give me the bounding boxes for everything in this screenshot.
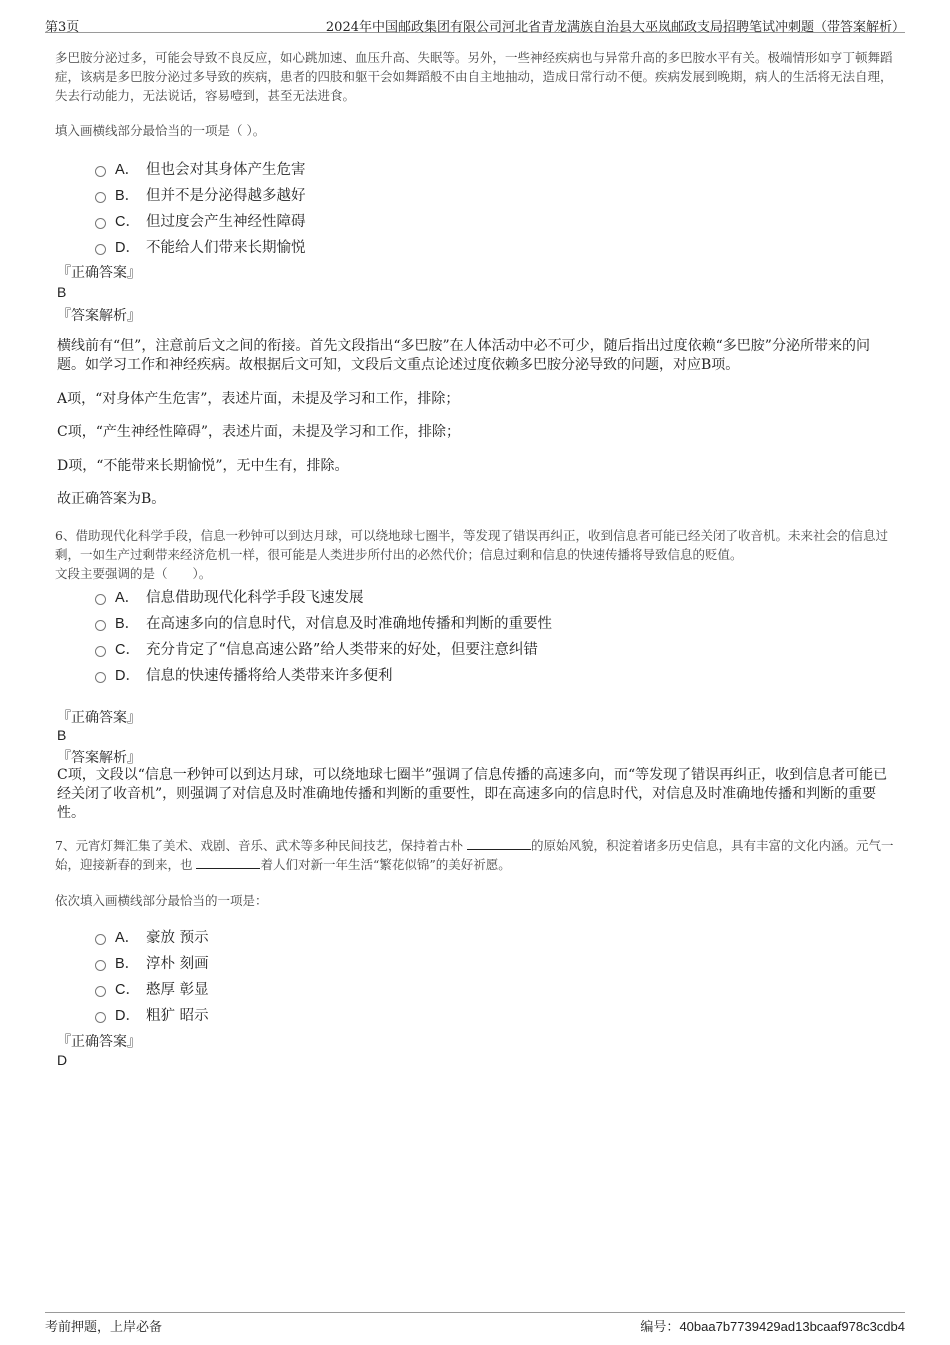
q5-option-d[interactable]: D． 不能给人们带来长期愉悦	[95, 233, 795, 259]
q6-analysis: C项，文段以“信息一秒钟可以到达月球，可以绕地球七圈半”强调了信息传播的高速多向，而“等发现了错误再纠正，收到信息者可能已经关闭了收音机”，则强调了对信息及时准确地传播和判断的重要性，即在高速多向的信息时代，对信息及时准确地传播和判断的重要性。	[57, 767, 888, 821]
q6-option-c[interactable]: C． 充分肯定了“信息高速公路”给人类带来的好处，但要注意纠错	[95, 635, 795, 661]
q5-prompt-block	[55, 121, 895, 140]
q5-analysis-d: D项，“不能带来长期愉悦”，无中生有，排除。	[57, 458, 349, 474]
q6-options	[95, 583, 795, 687]
q6-answer: B	[57, 727, 67, 743]
blank-line	[467, 837, 531, 850]
q6-option-d[interactable]: D． 信息的快速传播将给人类带来许多便利	[95, 661, 795, 687]
q5-analysis-c: C项，“产生神经性障碍”，表述片面，未提及学习和工作，排除；	[57, 424, 461, 440]
q5-analysis-conclusion: 故正确答案为B。	[57, 491, 166, 507]
radio-icon[interactable]	[95, 192, 106, 203]
page-footer	[45, 1312, 905, 1337]
q6-option-a[interactable]: A． 信息借助现代化科学手段飞速发展	[95, 583, 795, 609]
document-id: 编号：40baa7b7739429ad13bcaaf978c3cdb4	[640, 1319, 905, 1335]
radio-icon[interactable]	[95, 244, 106, 255]
q5-prompt: 填入画横线部分最恰当的一项是（ ）。	[55, 123, 266, 138]
q5-answer-label: 『正确答案』	[57, 265, 141, 281]
q5-analysis-label: 『答案解析』	[57, 308, 141, 324]
q5-option-a[interactable]: A． 但也会对其身体产生危害	[95, 155, 795, 181]
footer-slogan: 考前押题，上岸必备	[45, 1320, 163, 1335]
q7-option-c[interactable]: C． 憨厚 彰显	[95, 975, 795, 1001]
q7-option-a[interactable]: A． 豪放 预示	[95, 923, 795, 949]
radio-icon[interactable]	[95, 620, 106, 631]
q6-analysis-label: 『答案解析』	[57, 750, 141, 766]
radio-icon[interactable]	[95, 646, 106, 657]
q5-analysis-a: A项，“对身体产生危害”，表述片面，未提及学习和工作，排除；	[57, 391, 460, 407]
q5-option-b[interactable]: B． 但并不是分泌得越多越好	[95, 181, 795, 207]
q5-passage: 多巴胺分泌过多，可能会导致不良反应，如心跳加速、血压升高、失眠等。另外，一些神经疾病也与异常升高的多巴胺水平有关。极端情形如亨丁顿舞蹈症，该病是多巴胺分泌过多导致的疾病，患者的四肢和躯干会如舞蹈般不由自主地抽动，造成日常行动不便。疾病发展到晚期，病人的生活将无法自理，失去行动能力，无法说话，容易噎到，甚至无法进食。	[55, 50, 893, 103]
radio-icon[interactable]	[95, 1012, 106, 1023]
radio-icon[interactable]	[95, 934, 106, 945]
q6-passage-block	[55, 526, 895, 583]
q7-passage: 7、元宵灯舞汇集了美术、戏剧、音乐、武术等多种民间技艺，保持着古朴 的原始风貌，积淀着诸多历史信息，具有丰富的文化内涵。元气一始，迎接新春的到来，也 着人们对新一年生活“繁花似锦”的美好祈愿。	[55, 838, 894, 872]
q7-option-b[interactable]: B． 淳朴 刻画	[95, 949, 795, 975]
q7-answer-label: 『正确答案』	[57, 1034, 141, 1050]
q7-options	[95, 923, 795, 1027]
radio-icon[interactable]	[95, 672, 106, 683]
q7-prompt: 依次填入画横线部分最恰当的一项是：	[55, 893, 268, 908]
q5-options	[95, 155, 795, 259]
q6-answer-label: 『正确答案』	[57, 710, 141, 726]
q5-answer: B	[57, 284, 67, 300]
document-title: 2024年中国邮政集团有限公司河北省青龙满族自治县大巫岚邮政支局招聘笔试冲刺题（带答案解析）	[325, 20, 905, 35]
q7-answer: D	[57, 1052, 68, 1068]
q5-passage-block	[55, 48, 895, 105]
radio-icon[interactable]	[95, 986, 106, 997]
radio-icon[interactable]	[95, 960, 106, 971]
q6-option-b[interactable]: B． 在高速多向的信息时代，对信息及时准确地传播和判断的重要性	[95, 609, 795, 635]
q7-passage-block	[55, 836, 895, 874]
radio-icon[interactable]	[95, 166, 106, 177]
q7-prompt-block	[55, 891, 895, 910]
q7-option-d[interactable]: D． 粗犷 昭示	[95, 1001, 795, 1027]
q6-passage: 6、借助现代化科学手段，信息一秒钟可以到达月球，可以绕地球七圈半，等发现了错误再纠正，收到信息者可能已经关闭了收音机。未来社会的信息过剩，一如生产过剩带来经济危机一样，很可能是人类进步所付出的必然代价；信息过剩和信息的快速传播将导致信息的贬值。	[55, 528, 888, 562]
q5-option-c[interactable]: C． 但过度会产生神经性障碍	[95, 207, 795, 233]
q5-analysis-main: 横线前有“但”，注意前后文之间的衔接。首先文段指出“多巴胺”在人体活动中必不可少，随后指出过度依赖“多巴胺”分泌所带来的问题。如学习工作和神经疾病。故根据后文可知，文段后文重点论述过度依赖多巴胺分泌导致的问题，对应B项。	[57, 338, 870, 373]
page-number: 第3页	[45, 20, 80, 35]
blank-line	[196, 856, 260, 869]
radio-icon[interactable]	[95, 218, 106, 229]
q6-prompt: 文段主要强调的是（ ）。	[55, 566, 212, 581]
radio-icon[interactable]	[95, 594, 106, 605]
page-header	[45, 12, 905, 33]
